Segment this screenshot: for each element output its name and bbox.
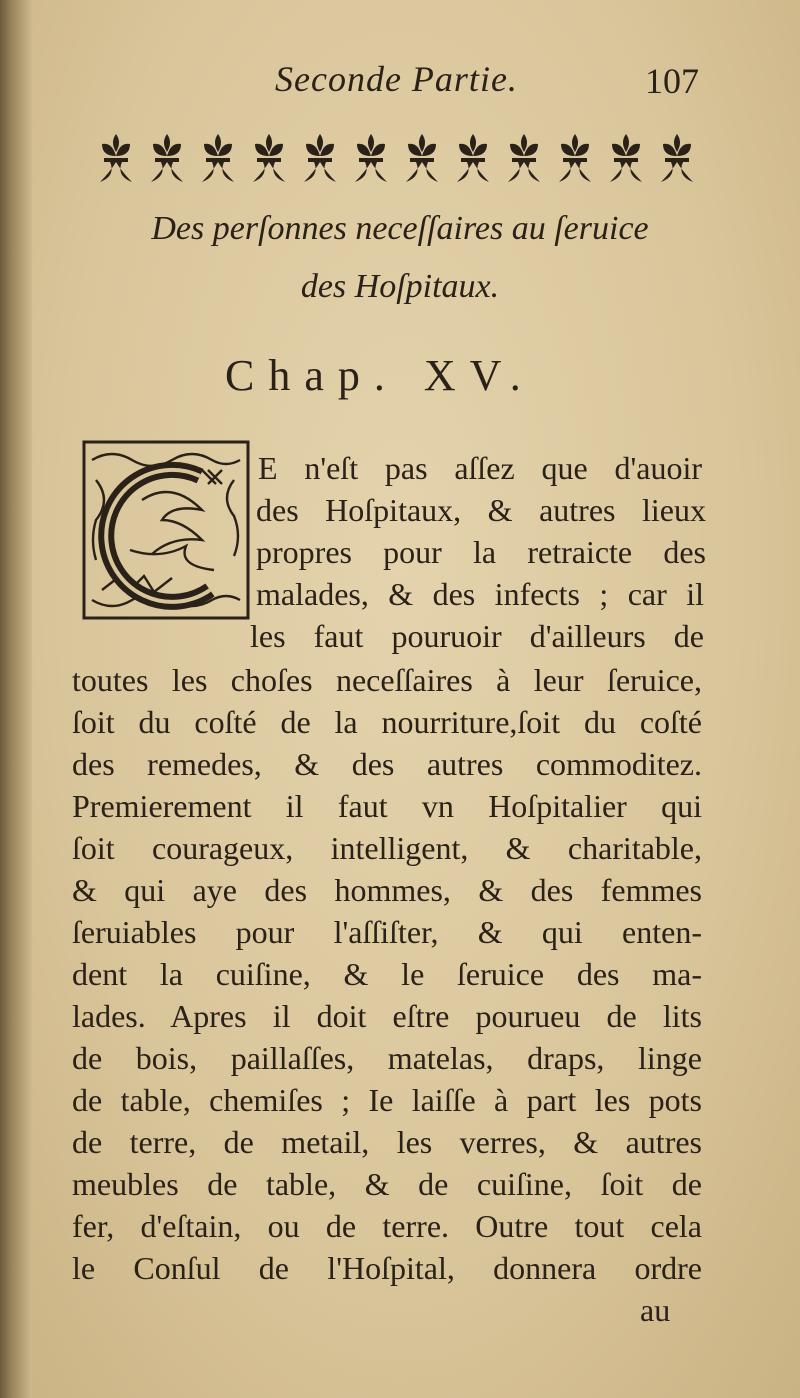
fleur-de-lis-mark xyxy=(406,134,438,182)
fleur-de-lis-mark xyxy=(610,134,642,182)
chapter-title-line-2: des Hoſpitaux. xyxy=(300,268,500,305)
body-line: ſoit du coſté de la nourriture,ſoit du coſté xyxy=(72,704,702,740)
body-line: & qui aye des hommes, & des femmes xyxy=(72,872,702,908)
body-line: le Conſul de l'Hoſpital, donnera ordre xyxy=(72,1250,702,1286)
body-line: malades, & des infects ; car il xyxy=(256,576,704,612)
body-line: toutes les choſes neceſſaires à leur ſeruice, xyxy=(72,662,702,698)
body-line: ſoit courageux, intelligent, & charitable, xyxy=(72,830,702,866)
fleur-de-lis-mark xyxy=(355,134,387,182)
fleur-de-lis-mark xyxy=(100,134,132,182)
chapter-heading: Chap. XV. xyxy=(225,351,535,400)
fleur-de-lis-ornament-icon xyxy=(90,128,710,188)
decorated-initial-c-icon xyxy=(82,440,250,620)
fleur-de-lis-mark xyxy=(661,134,693,182)
fleur-de-lis-mark xyxy=(508,134,540,182)
catchword: au xyxy=(640,1292,671,1328)
fleur-de-lis-mark xyxy=(151,134,183,182)
body-line: de bois, paillaſſes, matelas, draps, linge xyxy=(72,1040,702,1076)
body-line: propres pour la retraicte des xyxy=(256,534,706,570)
body-line: Premierement il faut vn Hoſpitalier qui xyxy=(72,788,702,824)
running-head: Seconde Partie. xyxy=(275,59,518,99)
body-line: meubles de table, & de cuiſine, ſoit de xyxy=(72,1166,702,1202)
fleur-de-lis-mark xyxy=(559,134,591,182)
body-line: dent la cuiſine, & le ſeruice des ma- xyxy=(72,956,702,992)
body-line: les faut pouruoir d'ailleurs de xyxy=(250,618,704,654)
body-line: de table, chemiſes ; Ie laiſſe à part les pots xyxy=(72,1082,702,1118)
chapter-title-line-1: Des perſonnes neceſſaires au ſeruice xyxy=(151,210,649,247)
fleur-de-lis-mark xyxy=(253,134,285,182)
fleur-de-lis-mark xyxy=(304,134,336,182)
page-number: 107 xyxy=(645,61,699,101)
body-line: ſeruiables pour l'aſſiſter, & qui enten- xyxy=(72,914,702,950)
fleur-de-lis-mark xyxy=(202,134,234,182)
body-line: des Hoſpitaux, & autres lieux xyxy=(256,492,706,528)
body-line: de terre, de metail, les verres, & autres xyxy=(72,1124,702,1160)
body-line: lades. Apres il doit eſtre pourueu de lits xyxy=(72,998,702,1034)
fleur-de-lis-mark xyxy=(457,134,489,182)
body-line: E n'eſt pas aſſez que d'auoir xyxy=(258,450,702,486)
body-line: des remedes, & des autres commoditez. xyxy=(72,746,702,782)
body-line: fer, d'eſtain, ou de terre. Outre tout cela xyxy=(72,1208,702,1244)
page-header xyxy=(0,58,800,108)
